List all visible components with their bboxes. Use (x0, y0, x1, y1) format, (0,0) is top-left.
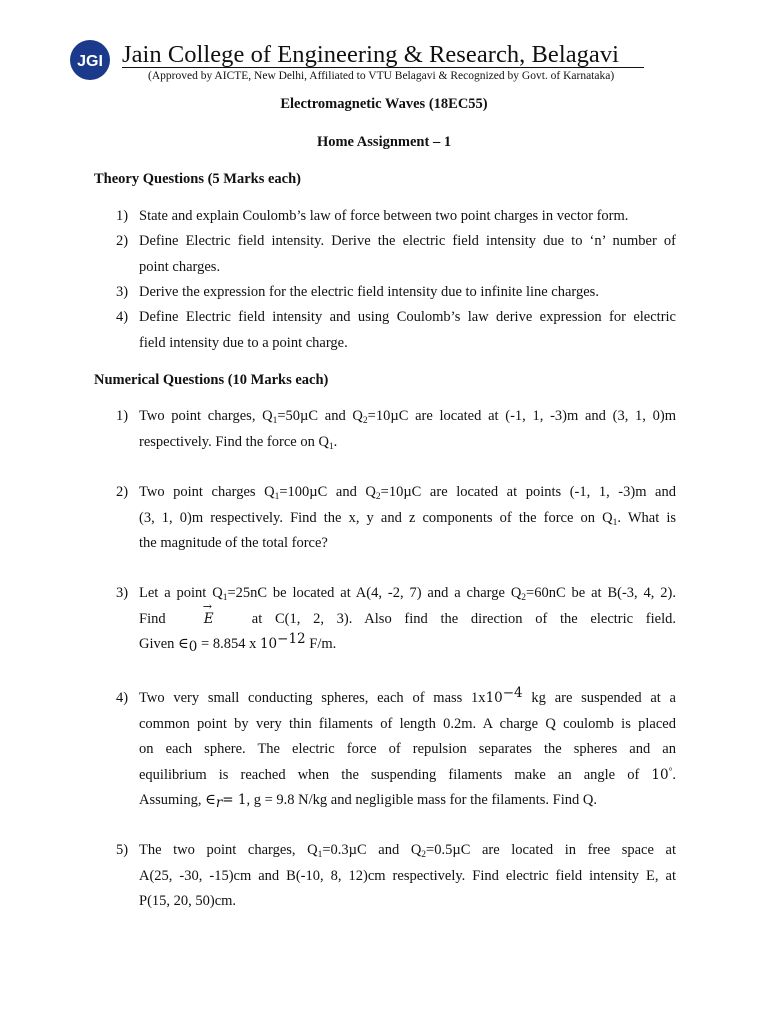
question-number: 3) (116, 585, 129, 601)
question-text: field intensity due to a point charge. (139, 334, 348, 351)
question-number: 3) (116, 284, 129, 300)
question-number: 1) (116, 408, 129, 424)
header-rule (122, 67, 644, 68)
theory-question-1 (116, 204, 676, 230)
question-text: Define Electric field intensity and using Coulomb’s law derive expression for electric (139, 309, 676, 325)
theory-question-4 (116, 305, 676, 356)
question-number: 4) (116, 309, 129, 325)
question-number: 2) (116, 484, 129, 500)
logo-text: JGI (77, 53, 103, 70)
question-number: 1) (116, 208, 129, 224)
question-text: Define Electric field intensity. Derive the electric field intensity due to ‘n’ number of (139, 233, 676, 249)
question-text: State and explain Coulomb’s law of force between two point charges in vector form. (139, 208, 629, 224)
question-text: point charges. (139, 258, 221, 275)
numerical-question-2: 2) Two point charges $Q_1=100\mu C$ and $Q_2=10\mu C$ are located at points (-1, 1, -3)m and (3, 1, 0)m respectively. Find the x, y and z components of the force on $Q_1$. What is the magnitude of the total force? (116, 480, 676, 557)
course-title: Electromagnetic Waves (18EC55) (280, 96, 488, 112)
question-text: Derive the expression for the electric field intensity due to infinite line charges. (139, 284, 599, 300)
numerical-question-4: 4) Two very small conducting spheres, each of mass $1x10^{-4}$ kg are suspended at a common point by very thin filaments of length 0.2m. A charge Q coulomb is placed on each sphere. The electric force of repulsion separates the spheres and an equilibrium is reached when the suspending filaments make an angle of 10°. Assuming, $\in_r= 1$, g = 9.8 N/kg and negligible mass for the filaments. Find Q. (116, 685, 676, 811)
theory-question-3 (116, 280, 676, 306)
question-number: 2) (116, 233, 129, 249)
electric-field-vector: → E (204, 607, 214, 633)
numerical-question-3: 3) Let a point $Q_1=25nC$ be located at A(4, -2, 7) and a charge $Q_2=60nC$ be at B(-3, 4, 2). Find → E at C(1, 2, 3). Also find the direction of the electric field. Given $\in_0 = 8.854$ x $10^{-12}$ F/m. (116, 581, 676, 658)
assignment-title: Home Assignment – 1 (316, 134, 452, 150)
numerical-heading: Numerical Questions (10 Marks each) (94, 372, 329, 388)
question-number: 5) (116, 842, 129, 858)
numerical-question-1: 1) Two point charges, $Q_1=50\mu C$ and $Q_2=10\mu C$ are located at (-1, 1, -3)m and (3, 1, 0)m respectively. Find the force on $Q_1$. (116, 404, 676, 455)
question-number: 4) (116, 690, 129, 706)
college-logo (70, 40, 110, 80)
numerical-question-5: 5) The two point charges, $Q_1=0.3\mu C$ and $Q_2=0.5\mu C$ are located in free space at A(25, -30, -15)cm and B(-10, 8, 12)cm respectively. Find electric field intensity E, at P(15, 20, 50)cm. (116, 838, 676, 915)
college-name: Jain College of Engineering & Research, Belagavi (122, 41, 620, 68)
theory-heading: Theory Questions (5 Marks each) (94, 171, 302, 187)
theory-question-2 (116, 229, 676, 280)
approval-note: (Approved by AICTE, New Delhi, Affiliated to VTU Belagavi & Recognized by Govt. of Karnataka) (148, 70, 615, 82)
